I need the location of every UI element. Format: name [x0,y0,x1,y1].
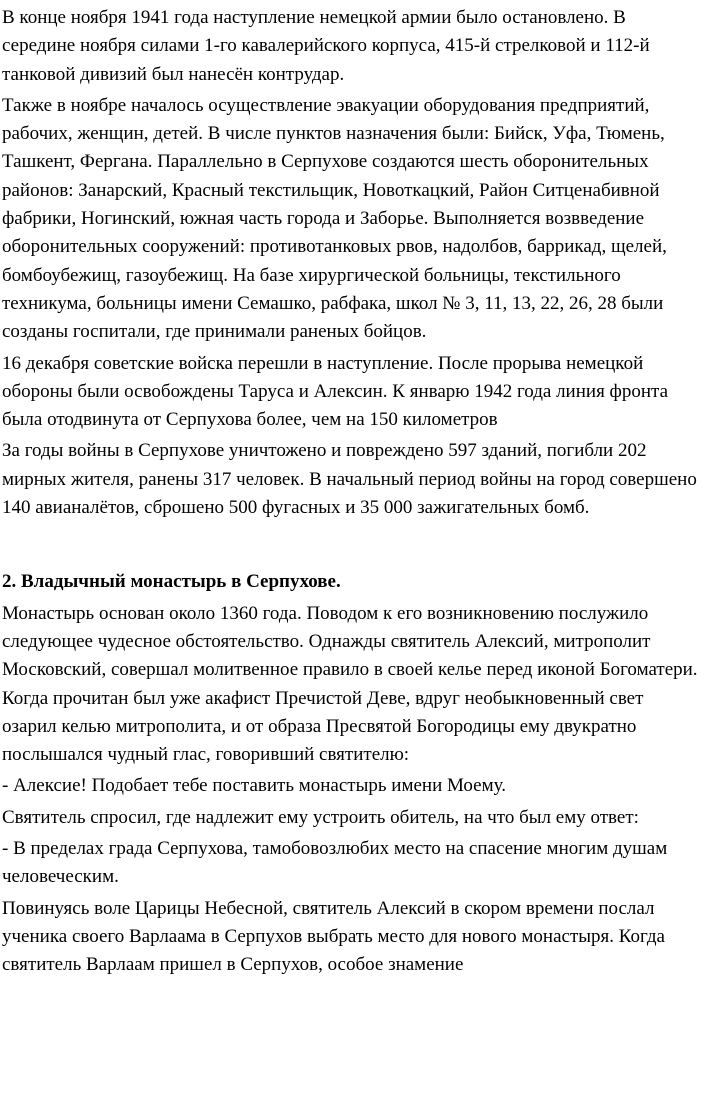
blank-line [2,525,702,568]
paragraph-monastery-founding: Монастырь основан около 1360 года. Поводом к его возникновению послужило следующее чудесное обстоятельство. Однажды святитель Алексий, митрополит Московский, совершал молитвенное правило в своей келье перед иконой Богоматери. Когда прочитан был уже акафист Пречистой Деве, вдруг необыкновенный свет озарил келью митрополита, и от образа Пресвятой Богородицы ему двукратно послышался чудный глас, говоривший святителю: [2,602,698,766]
paragraph-answer: - В пределах града Серпухова, тамобовозлюбих место на спасение многим душам человеческим. [2,838,668,888]
section-heading: 2. Владычный монастырь в Серпухове. [2,571,341,593]
paragraph-december-offensive: 16 декабря советские войска перешли в наступление. После прорыва немецкой обороны были освобождены Таруса и Алексин. К январю 1942 года линия фронта была отодвинута от Серпухова более, чем на 150 километров [2,352,669,431]
paragraph-divine-voice: - Алексие! Подобает тебе поставить монастырь имени Моему. [2,775,506,797]
paragraph-question: Святитель спросил, где надлежит ему устроить обитель, на что был ему ответ: [2,806,639,828]
paragraph-evacuation-defense: Также в ноябре началось осуществление эвакуации оборудования предприятий, рабочих, женщин, детей. В числе пунктов назначения были: Бийск, Уфа, Тюмень, Ташкент, Фергана. Параллельно в Серпухове создаются шесть оборонительных районов: Занарский, Красный текстильщик, Новоткацкий, Район Ситценабивной фабрики, Ногинский, южная часть города и Заборье. Выполняется возвведение оборонительных сооружений: противотанковых рвов, надолбов, баррикад, щелей, бомбоубежищ, газоубежищ. На базе хирургической больницы, текстильного техникума, больницы имени Семашко, рабфака, школ № 3, 11, 13, 22, 26, 28 были созданы госпитали, где принимали раненых бойцов. [2,94,667,343]
paragraph-november-counterattack: В конце ноября 1941 года наступление немецкой армии было остановлено. В середине ноября силами 1-го кавалерийского корпуса, 415-й стрелковой и 112-й танковой дивизий был нанесён контрудар. [2,7,650,85]
paragraph-war-losses: За годы войны в Серпухове уничтожено и повреждено 597 зданий, погибли 202 мирных жителя, ранены 317 человек. В начальный период войны на город совершено 140 авианалётов, сброшено 500 фугасных и 35 000 зажигательных бомб. [2,440,697,519]
paragraph-varlaam: Повинуясь воле Царицы Небесной, святитель Алексий в скором времени послал ученика своего Варлаама в Серпухов выбрать место для нового монастыря. Когда святитель Варлаам пришел в Серпухов, особое знамение [2,897,665,976]
